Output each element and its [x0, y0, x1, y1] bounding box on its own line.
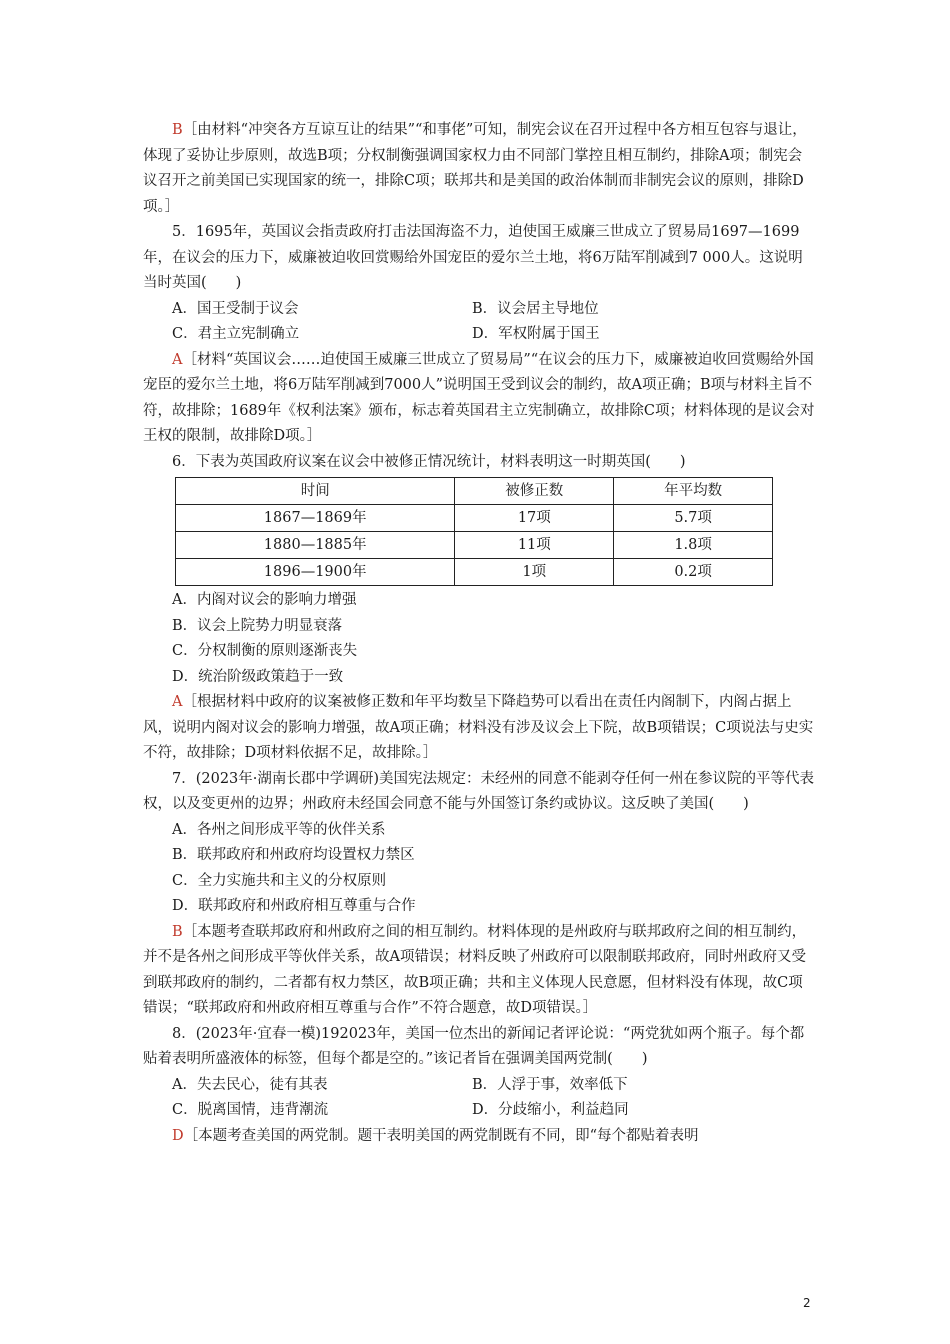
option: C．全力实施共和主义的分权原则 — [172, 872, 387, 889]
document-body — [143, 118, 815, 1149]
table-row — [176, 505, 773, 532]
table-cell: 1896—1900年 — [176, 559, 455, 586]
table-cell: 5.7项 — [614, 505, 773, 532]
q8-answer — [143, 1124, 815, 1150]
q5-stem: 5．1695年，英国议会指责政府打击法国海盗不力，迫使国王威廉三世成立了贸易局1697—1699年，在议会的压力下，威廉被迫收回赏赐给外国宠臣的爱尔兰土地，将6万陆军削减到7 000人。这说明当时英国( ) — [143, 224, 803, 291]
option: B．议会居主导地位 — [472, 300, 599, 317]
q6-options — [143, 588, 815, 690]
table-row — [176, 559, 773, 586]
table-cell: 1880—1885年 — [176, 532, 455, 559]
answer-explanation: ［材料“英国议会……迫使国王威廉三世成立了贸易局”“在议会的压力下，威廉被迫收回赏赐给外国宠臣的爱尔兰土地，将6万陆军削减到7000人”说明国王受到议会的制约，故A项正确；B项与材料主旨不符，故排除；1689年《权利法案》颁布，标志着英国君主立宪制确立，故排除C项；材料体现的是议会对王权的限制，故排除D项。］ — [143, 351, 815, 444]
option: A．国王受制于议会 — [172, 300, 299, 317]
answer-letter: D — [172, 1127, 184, 1144]
option: C．分权制衡的原则逐渐丧失 — [172, 643, 358, 659]
table-cell: 0.2项 — [614, 559, 773, 586]
option: D．分歧缩小，利益趋同 — [472, 1102, 629, 1118]
answer-letter: B — [172, 122, 183, 138]
option: A．失去民心，徒有其表 — [172, 1076, 328, 1093]
option: A．内阁对议会的影响力增强 — [172, 592, 357, 608]
option: D．统治阶级政策趋于一致 — [172, 668, 344, 685]
option: B．议会上院势力明显衰落 — [172, 617, 343, 634]
table-header-cell: 被修正数 — [455, 478, 614, 505]
q8-options — [143, 1073, 815, 1124]
q7-options — [143, 818, 815, 920]
q6-answer — [143, 690, 815, 767]
q7-answer — [143, 920, 815, 1022]
table-header-cell: 时间 — [176, 478, 455, 505]
option: B．联邦政府和州政府均设置权力禁区 — [172, 847, 415, 863]
q5-options — [143, 297, 815, 348]
q4-answer — [143, 118, 815, 220]
answer-explanation: ［本题考查联邦政府和州政府之间的相互制约。材料体现的是州政府与联邦政府之间的相互制约，并不是各州之间形成平等伙伴关系，故A项错误；材料反映了州政府可以限制联邦政府，同时州政府又受到联邦政府的制约，二者都有权力禁区，故B项正确；共和主义体现人民意愿，但材料没有体现，故C项错误；“联邦政府和州政府相互尊重与合作”不符合题意，故D项错误。］ — [143, 923, 807, 1016]
answer-letter: A — [172, 351, 183, 368]
q6-stem: 6．下表为英国政府议案在议会中被修正情况统计，材料表明这一时期英国( ) — [172, 453, 686, 470]
table-header-row — [176, 478, 773, 505]
option: B．人浮于事，效率低下 — [472, 1076, 628, 1093]
table-row — [176, 532, 773, 559]
option: D．联邦政府和州政府相互尊重与合作 — [172, 898, 416, 914]
answer-letter: B — [172, 923, 183, 940]
table-cell: 11项 — [455, 532, 614, 559]
answer-explanation: ［由材料“冲突各方互谅互让的结果”“和事佬”可知，制宪会议在召开过程中各方相互包容与退让，体现了妥协让步原则，故选B项；分权制衡强调国家权力由不同部门掌控且相互制约，排除A项；制宪会议召开之前美国已实现国家的统一，排除C项；联邦共和是美国的政治体制而非制宪会议的原则，排除D项。］ — [143, 122, 807, 215]
option: D．军权附属于国王 — [472, 326, 600, 342]
option: C．君主立宪制确立 — [172, 326, 300, 342]
answer-explanation: ［根据材料中政府的议案被修正数和年平均数呈下降趋势可以看出在责任内阁制下，内阁占据上风，说明内阁对议会的影响力增强，故A项正确；材料没有涉及议会上下院，故B项错误；C项说法与史实不符，故排除；D项材料依据不足，故排除。］ — [143, 694, 814, 761]
table-header-cell: 年平均数 — [614, 478, 773, 505]
answer-letter: A — [172, 694, 183, 710]
table-cell: 1867—1869年 — [176, 505, 455, 532]
table-cell: 1.8项 — [614, 532, 773, 559]
option: A．各州之间形成平等的伙伴关系 — [172, 821, 386, 838]
option: C．脱离国情，违背潮流 — [172, 1102, 329, 1118]
q5-answer — [143, 348, 815, 450]
q8-stem: 8．(2023年·宜春一模)192023年，美国一位杰出的新闻记者评论说：“两党犹如两个瓶子。每个都贴着表明所盛液体的标签，但每个都是空的。”该记者旨在强调美国两党制( ) — [143, 1025, 805, 1067]
answer-explanation: ［本题考查美国的两党制。题干表明美国的两党制既有不同，即“每个都贴着表明 — [183, 1127, 699, 1144]
q6-table — [175, 477, 773, 586]
table-cell: 1项 — [455, 559, 614, 586]
page-number: 2 — [803, 1296, 811, 1310]
q7-stem: 7．(2023年·湖南长郡中学调研)美国宪法规定：未经州的同意不能剥夺任何一州在参议院的平等代表权，以及变更州的边界；州政府未经国会同意不能与外国签订条约或协议。这反映了美国( ) — [143, 770, 815, 812]
table-cell: 17项 — [455, 505, 614, 532]
